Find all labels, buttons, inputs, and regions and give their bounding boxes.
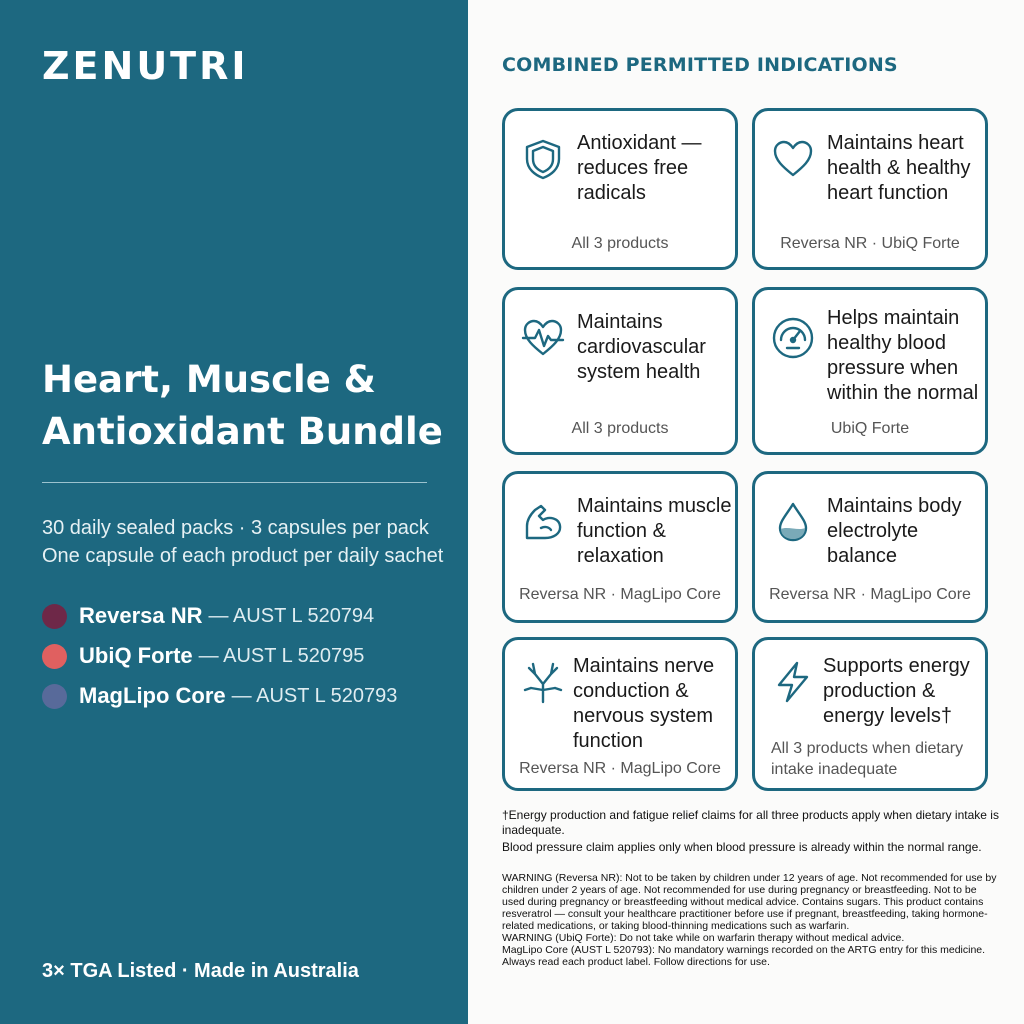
indication-card-antioxidant [502,108,738,270]
indication-title: Supports energy production & energy levels† [823,655,970,727]
footnote-energy: †Energy production and fatigue relief claims for all three products apply when dietary intake is inadequate. [502,808,999,837]
indication-products: Reversa NR · MagLipo Core [519,586,721,603]
divider [42,482,427,483]
product-name: UbiQ Forte [79,643,193,668]
product-item-maglipo [42,676,462,716]
pack-info [42,514,462,570]
product-aust: — AUST L 520794 [208,604,375,627]
indication-products: Reversa NR · MagLipo Core [519,760,721,777]
right-panel [468,0,1024,1024]
product-color-dot [42,604,67,629]
product-list [42,596,462,716]
indication-card-blood-pressure [752,287,988,455]
indication-title: Helps maintain healthy blood pressure when within the normal [827,307,979,404]
product-aust: — AUST L 520793 [231,684,398,707]
heart-icon [771,137,815,181]
indication-title: Antioxidant — reduces free radicals [577,132,702,204]
indication-products: UbiQ Forte [830,420,910,437]
warning-ubiq: WARNING (UbiQ Forte): Do not take while on warfarin therapy without medical advice. [502,932,905,944]
indication-title: Maintains heart health & healthy heart function [827,132,971,204]
page-title: Heart, Muscle & Antioxidant Bundle [42,358,443,453]
lightning-icon [771,660,815,704]
product-name: MagLipo Core [79,683,226,708]
pack-info-line-2: One capsule of each product per daily sachet [42,545,444,567]
product-item-ubiq [42,636,462,676]
brand-logo: ZENUTRI [42,44,249,88]
gauge-icon [771,316,815,360]
left-panel [0,0,468,1024]
product-color-dot [42,644,67,669]
muscle-arm-icon [521,500,565,544]
nerve-icon [521,660,565,704]
indication-title: Maintains muscle function & relaxation [577,495,732,567]
indication-card-energy [752,637,988,791]
warnings [502,872,1002,968]
indication-card-electrolyte [752,471,988,623]
warning-reversa: WARNING (Reversa NR): Not to be taken by children under 12 years of age. Not recommended for use by children under 2 years of age. Not recommended for use during pregnancy or breastfeeding. Not to be used during pregnancy or breastfeeding without medical advice. Contains sugars. This product contains resveratrol — consult your healthcare practitioner before use if pregnant, breastfeeding, taking hormone-related medications, or taking blood-thinning medications such as warfarin. [502,872,997,932]
warning-general: Always read each product label. Follow directions for use. [502,956,770,968]
indication-card-nerve [502,637,738,791]
indication-card-muscle [502,471,738,623]
indication-products: All 3 products [571,235,669,252]
footnote-blood-pressure: Blood pressure claim applies only when blood pressure is already within the normal range. [502,840,982,854]
indication-products: All 3 products [571,420,669,437]
warning-maglipo: MagLipo Core (AUST L 520793): No mandatory warnings recorded on the ARTG entry for this medicine. [502,944,986,956]
indication-title: Maintains cardiovascular system health [577,311,706,383]
indication-card-heart-health [752,108,988,270]
shield-icon [521,137,565,181]
heartbeat-icon [521,316,565,360]
product-item-reversa [42,596,462,636]
pack-info-line-1: 30 daily sealed packs · 3 capsules per pack [42,517,429,539]
product-aust: — AUST L 520795 [198,644,365,667]
indication-card-cardiovascular [502,287,738,455]
water-drop-icon [771,500,815,544]
indications-heading: COMBINED PERMITTED INDICATIONS [502,54,898,76]
footer-tagline: 3× TGA Listed · Made in Australia [42,960,359,982]
indication-products: All 3 products when dietary intake inadequate [771,740,964,778]
indication-products: Reversa NR · MagLipo Core [769,586,971,603]
indication-title: Maintains body electrolyte balance [827,495,962,567]
indication-title: Maintains nerve conduction & nervous system function [573,655,715,752]
footnotes [502,808,1002,857]
indication-products: Reversa NR · UbiQ Forte [780,235,960,252]
product-color-dot [42,684,67,709]
product-name: Reversa NR [79,603,203,628]
